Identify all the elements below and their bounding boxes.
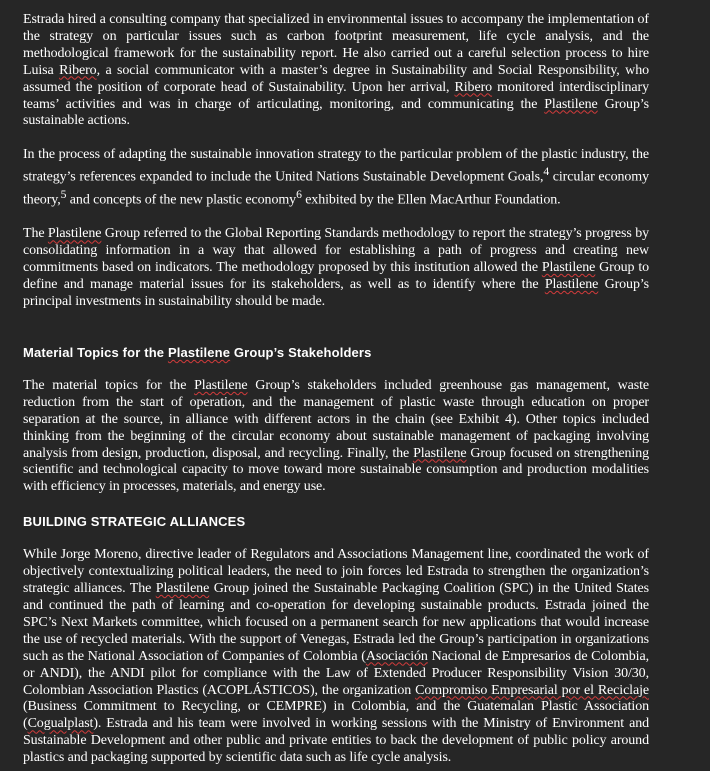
text: Group joined the Sustainable Packaging Coalition (SPC) in the United States and continued the path of learning and co-operation for developing sustainable products. Estrada joined the SPC’s Next Markets committee, which focused on a permanent search for new applications that would increase the use of recycled materials. With the support of Venegas, Estrada led the Group’s participation in organizations such as the National Association of Companies of Colombia ( [23, 581, 649, 664]
text: In the process of adapting the sustainable innovation strategy to the particular problem of the plastic industry, the strategy’s references expanded to include the United Nations Sustainable Development Goals, [23, 147, 649, 185]
paragraph-gri-methodology [23, 226, 649, 311]
spellcheck-word[interactable]: Plastilene [194, 377, 248, 393]
text: and concepts of the new plastic economy [66, 192, 297, 208]
text: ). Estrada and his team were involved in working sessions with the Ministry of Environment and Sustainable Development and other public and private entities to back the development of public policy around plastics and packaging supported by scientific data such as life cycle analysis. [23, 716, 649, 766]
text: Estrada hired a consulting company that specialized in environmental issues to accompany the implementation of the strategy on particular issues such as carbon footprint measurement, life cycle analysis, and the methodological framework for the sustainability report. He also carried out a careful selection process to hire Luisa [23, 12, 649, 78]
text: The material topics for the [23, 377, 195, 393]
text: circular economy theory, [23, 169, 649, 208]
spellcheck-word[interactable]: Plastilene [544, 96, 598, 112]
text: , a social communicator with a master’s degree in Sustainability and Social Responsibility, who assumed the position of corporate head of Sustainability. Upon her arrival, [23, 62, 649, 95]
footnote-ref[interactable]: 4 [543, 165, 550, 179]
text: monitored interdisciplinary teams’ activities and was in charge of articulating, monitoring, and communicating the [23, 79, 649, 112]
footnote-ref[interactable]: 5 [60, 187, 67, 201]
heading-material-topics [23, 344, 649, 361]
text: Material Topics for the [23, 344, 168, 360]
spellcheck-word[interactable]: Plastilene [47, 226, 102, 242]
text: While Jorge Moreno, directive leader of Regulators and Associations Management line, coordinated the work of objectively contextualizing political leaders, the need to join forces led Estrada to strengthen the organization’s strategic alliances. The [23, 547, 649, 597]
heading-strategic-alliances: BUILDING STRATEGIC ALLIANCES [23, 514, 246, 530]
spellcheck-word[interactable]: Plastilene [413, 445, 467, 461]
spellcheck-word[interactable]: Ribero [454, 79, 493, 95]
spellcheck-word[interactable]: Plastilene [167, 344, 231, 360]
text: The [23, 226, 48, 242]
paragraph-consulting [23, 12, 649, 130]
paragraph-strategy-references [23, 147, 649, 209]
spellcheck-word[interactable]: Compromiso Empresarial por el Reciclaje [415, 682, 649, 698]
text: Group’s sustainable actions. [23, 96, 649, 129]
text: Group referred to the Global Reporting Standards methodology to report the strategy’s progress by consolidating information in a way that allowed for establishing a path of progress and creating new commitments based on indicators. The methodology proposed by this institution allowed the [23, 226, 649, 276]
footnote-ref[interactable]: 6 [296, 187, 302, 201]
text: (Business Commitment to Recycling, or CEMPRE) in Colombia, and the Guatemalan Plastic Association ( [23, 699, 649, 732]
spellcheck-word[interactable]: Plastilene [155, 581, 210, 597]
spellcheck-word[interactable]: Plastilene [544, 277, 599, 293]
spellcheck-word[interactable]: Ribero [59, 62, 97, 78]
text: Nacional de Empresarios de Colombia, or ANDI), the ANDI pilot for compliance with the Law of Extended Producer Responsibility Vision 30/30, Colombian Association Plastics (ACOPLÁSTICOS), the organization [23, 648, 649, 698]
text: Group to define and manage material issues for its stakeholders, as well as to identify where the [23, 260, 650, 293]
text: Group’s Stakeholders [230, 344, 372, 360]
text: Group’s stakeholders included greenhouse gas management, waste reduction from the start of operation, and the management of plastic waste through education on proper separation at the source, in alliance with different actors in the chain (see Exhibit 4). Other topics included thinking from the beginning of the circular economy about sustainable management of packaging involving analysis from design, production, disposal, and recycling. Finally, the [23, 377, 649, 461]
spellcheck-word[interactable]: Plastilene [541, 260, 596, 276]
text: exhibited by the Ellen MacArthur Foundation. [301, 192, 561, 208]
spellcheck-word[interactable]: Asociación [365, 648, 428, 664]
text: Group’s principal investments in sustainability should be made. [23, 277, 649, 309]
text: Group focused on strengthening scientific and technological capacity to move toward more sustainable consumption and production modalities with efficiency in processes, materials, and energy use. [23, 445, 649, 495]
spellcheck-word[interactable]: Cogualplast [27, 716, 94, 732]
paragraph-material-topics [23, 378, 649, 496]
document-page [23, 12, 649, 767]
paragraph-strategic-alliances [23, 547, 649, 767]
